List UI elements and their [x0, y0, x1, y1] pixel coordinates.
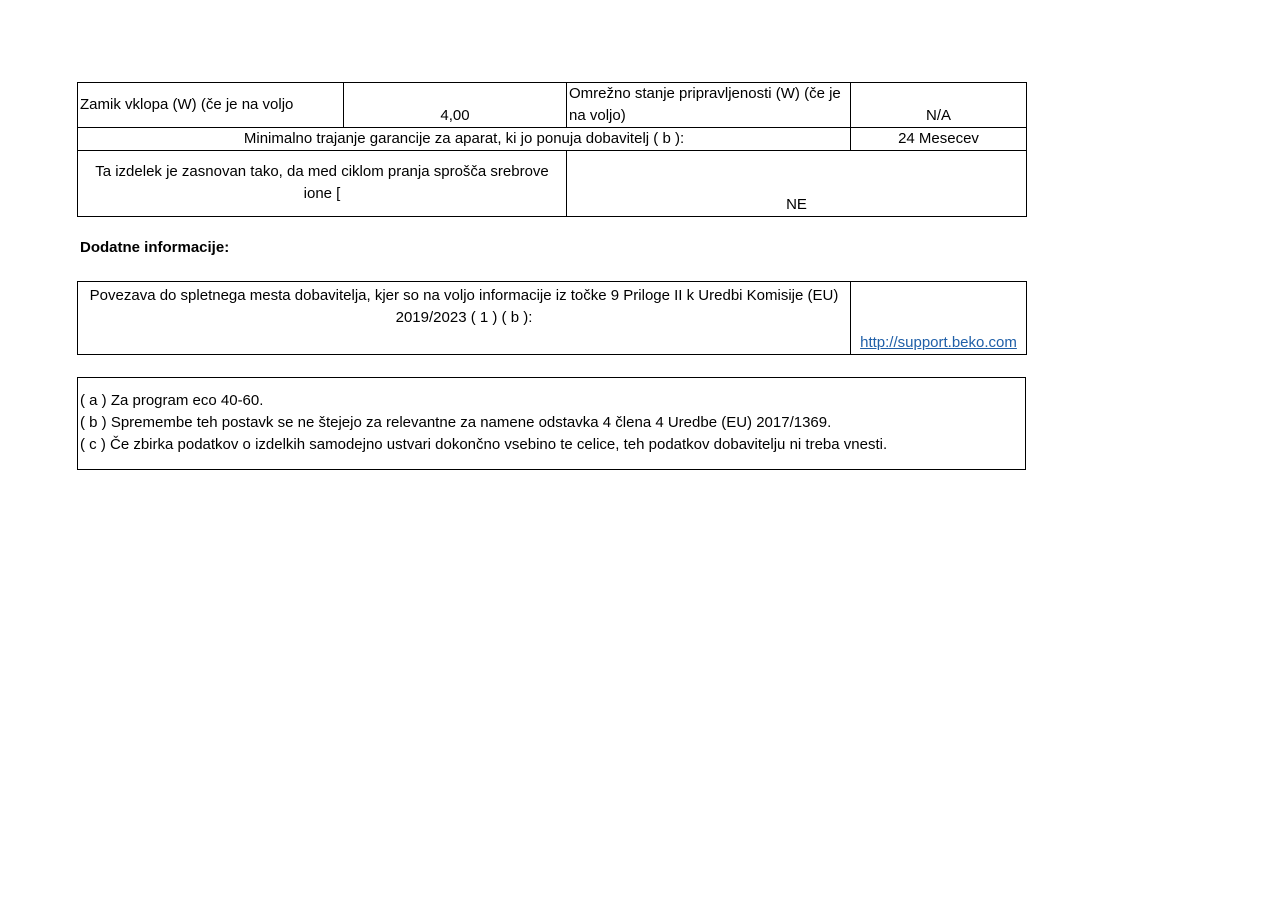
delay-start-value: 4,00 [344, 83, 567, 128]
footnotes-box [77, 377, 1026, 470]
silver-ions-label: Ta izdelek je zasnovan tako, da med ciklom pranja sprošča srebrove ione [ [78, 151, 567, 217]
networked-standby-label: Omrežno stanje pripravljenosti (W) (če je na voljo) [567, 83, 851, 128]
additional-info-title: Dodatne informacije: [80, 239, 230, 256]
guarantee-label: Minimalno trajanje garancije za aparat, ki jo ponuja dobavitelj ( b ): [78, 128, 851, 151]
table-row [78, 83, 1027, 128]
guarantee-value: 24 Mesecev [851, 128, 1027, 151]
supplier-link-cell [851, 282, 1027, 355]
table-row [78, 378, 1026, 470]
silver-ions-value: NE [567, 151, 1027, 217]
footnote-b: ( b ) Spremembe teh postavk se ne štejejo za relevantne za namene odstavka 4 člena 4 Uredbe (EU) 2017/1369. [80, 414, 832, 431]
table-row [78, 128, 1027, 151]
footnotes-cell [78, 378, 1026, 470]
supplier-link-table [77, 281, 1027, 355]
footnote-c: ( c ) Če zbirka podatkov o izdelkih samodejno ustvari dokončno vsebino te celice, teh podatkov dobavitelju ni treba vnesti. [80, 436, 888, 453]
delay-start-label: Zamik vklopa (W) (če je na voljo [78, 83, 344, 128]
spec-table [77, 82, 1027, 217]
table-row [78, 151, 1027, 217]
table-row [78, 282, 1027, 355]
footnote-a: ( a ) Za program eco 40-60. [80, 392, 264, 409]
supplier-link[interactable]: http://support.beko.com [860, 334, 1017, 351]
supplier-link-label: Povezava do spletnega mesta dobavitelja, kjer so na voljo informacije iz točke 9 Priloge II k Uredbi Komisije (EU) 2019/2023 ( 1 ) ( b ): [78, 282, 851, 355]
networked-standby-value: N/A [851, 83, 1027, 128]
